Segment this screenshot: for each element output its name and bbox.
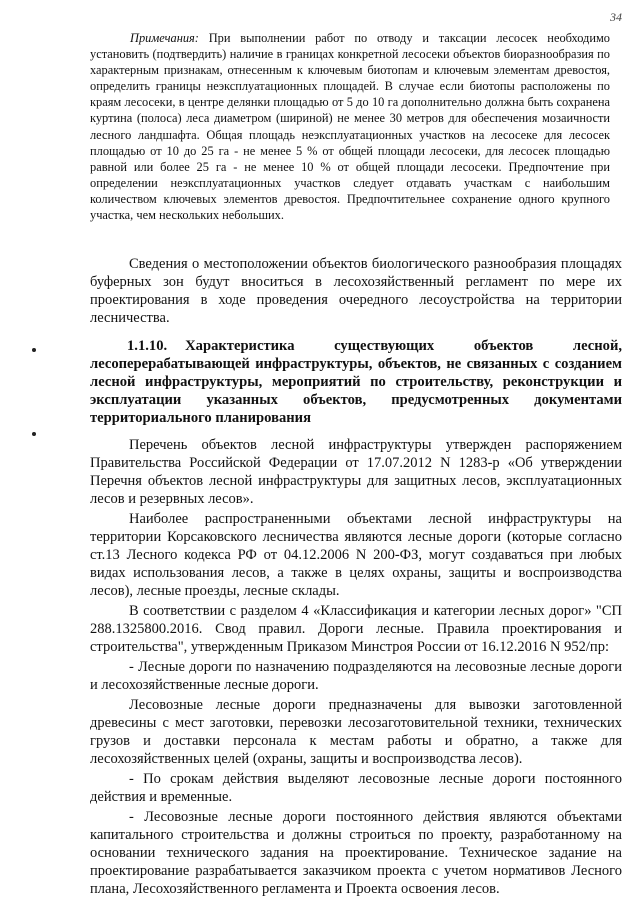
buffer-zone-block xyxy=(90,255,622,327)
notes-text: При выполнении работ по отводу и таксации лесосек необходимо установить (подтвердить) наличие в границах конкретной лесосеки объектов биоразнообразия по характерным признакам, отнесенным к ключевым биотопам и ключевым элементам древостоя, определить границы неэксплуатационных площадей. В случае если биотопы расположены по краям лесосеки, в центре делянки площадью от 5 до 10 га дополнительно должна быть сохранена куртина (полоса) леса диаметром (шириной) не менее 30 метров для обеспечения мозаичности лесного ландшафта. Общая площадь неэксплуатационных участков на лесосеке для лесосек площадью от 10 до 25 га - не менее 5 % от общей площади лесосеки, для лесосек площадью равной или более 25 га - не менее 10 % от общей площади лесосеки. Предпочтение при определении неэксплуатационных участков следует отдавать участкам с наибольшим количеством ключевых элементов древостоя. Предпочтительнее сохранение одного крупного участка, чем нескольких небольших. xyxy=(90,31,610,223)
body-paragraph: Наиболее распространенными объектами лесной инфраструктуры на территории Корсаковского лесничества являются лесные дороги (которые согласно ст.13 Лесного кодекса РФ от 04.12.2006 N 200-ФЗ, могут создаваться при любых видах использования лесов, а также в целях охраны, защиты и воспроизводства лесов), лесные проезды, лесные склады. xyxy=(90,511,622,599)
margin-mark xyxy=(32,348,36,352)
notes-paragraph xyxy=(90,30,610,223)
buffer-zone-paragraph: Сведения о местоположении объектов биологического разнообразия площадях буферных зон будут вноситься в лесохозяйственный регламент по мере их проектирования в ходе проведения очередного лесоустройства на территории лесничества. xyxy=(90,256,622,326)
notes-block xyxy=(90,30,610,223)
body-paragraph: Перечень объектов лесной инфраструктуры утвержден распоряжением Правительства Российской Федерации от 17.07.2012 N 1283-р «Об утверждении Перечня объектов лесной инфраструктуры для защитных лесов, эксплуатационных лесов и резервных лесов». xyxy=(90,437,622,507)
section-body xyxy=(90,436,622,900)
body-paragraph: - Лесовозные лесные дороги постоянного действия являются объектами капитального строительства и должны строиться по проекту, разработанному на основании технического задания на проектирование. Техническое задание на проектирование разрабатывается заказчиком проекта с учетом нормативов Лесного плана, Лесохозяйственного регламента и Проекта освоения лесов. xyxy=(90,809,622,897)
section-heading xyxy=(90,337,622,427)
body-paragraph: Лесовозные лесные дороги предназначены для вывозки заготовленной древесины с мест заготовки, перевозки лесозаготовительной техники, технических грузов и доставки персонала к местам работы и обратно, а также для лесохозяйственных целей (охраны, защиты и воспроизводства лесов). xyxy=(90,697,622,767)
margin-mark xyxy=(32,432,36,436)
section-number: 1.1.10. xyxy=(127,338,168,354)
section-title: Характеристика существующих объектов лесной, лесоперерабатывающей инфраструктуры, объектов, не связанных с созданием лесной инфраструктуры, мероприятий по строительству, реконструкции и эксплуатации указанных объектов, предусмотренных документами территориального планирования xyxy=(90,338,622,426)
body-paragraph: - Лесные дороги по назначению подразделяются на лесовозные лесные дороги и лесохозяйственные лесные дороги. xyxy=(90,659,622,693)
body-paragraph: В соответствии с разделом 4 «Классификация и категории лесных дорог» "СП 288.1325800.2016. Свод правил. Дороги лесные. Правила проектирования и строительства", утвержденным Приказом Минстроя России от 16.12.2016 N 952/пр: xyxy=(90,603,622,655)
body-paragraph: - По срокам действия выделяют лесовозные лесные дороги постоянного действия и временные. xyxy=(90,771,622,805)
notes-label: Примечания: xyxy=(130,31,199,45)
page-number: 34 xyxy=(610,10,622,24)
